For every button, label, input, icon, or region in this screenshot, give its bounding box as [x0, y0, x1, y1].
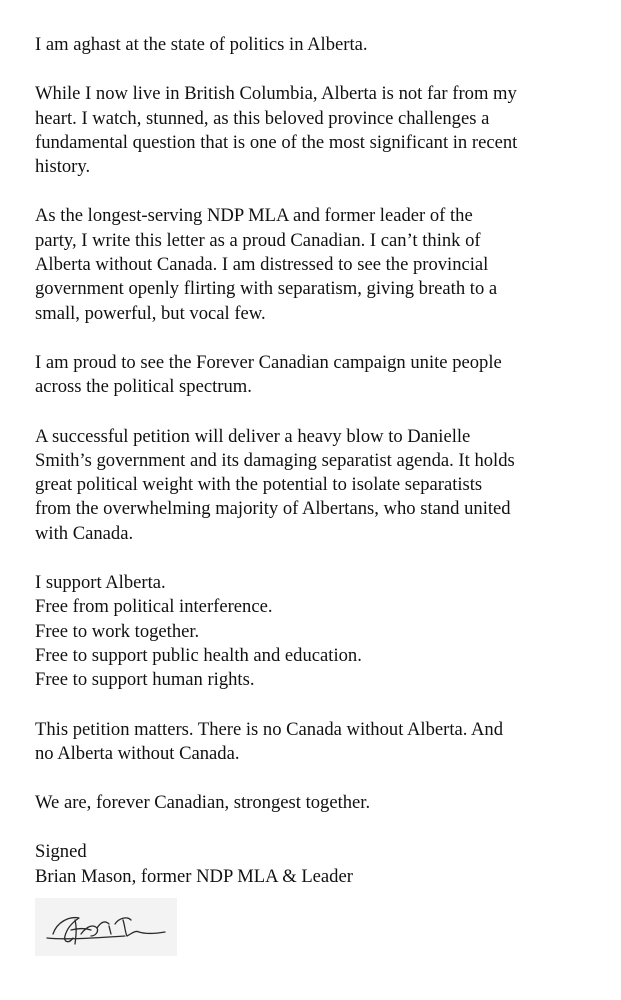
text-line: great political weight with the potential to isolate separatists: [35, 474, 483, 496]
text-line: We are, forever Canadian, strongest together.: [35, 792, 371, 814]
signed-label: Signed: [35, 841, 87, 863]
text-line: As the longest-serving NDP MLA and former leader of the: [35, 205, 473, 227]
text-line: Smith’s government and its damaging separatist agenda. It holds: [35, 449, 515, 471]
text-line: Free to work together.: [35, 620, 200, 642]
paragraph-campaign: [35, 351, 615, 400]
paragraph-petition: [35, 425, 615, 546]
closing-block: [35, 840, 615, 889]
text-line: Alberta without Canada. I am distressed to see the provincial: [35, 254, 489, 276]
text-line: history.: [35, 156, 91, 178]
paragraph-opening: [35, 33, 615, 57]
text-line: I support Alberta.: [35, 572, 166, 594]
text-line: Free from political interference.: [35, 596, 273, 618]
text-line: I am aghast at the state of politics in Alberta.: [35, 34, 368, 55]
paragraph-petition-matters: [35, 718, 615, 767]
text-line: small, powerful, but vocal few.: [35, 302, 266, 324]
text-line: Free to support public health and education.: [35, 644, 362, 666]
text-line: across the political spectrum.: [35, 376, 252, 398]
text-line: from the overwhelming majority of Albertans, who stand united: [35, 498, 511, 520]
text-line: fundamental question that is one of the most significant in recent: [35, 131, 518, 153]
paragraph-bc-resident: [35, 82, 615, 179]
signatory-name: Brian Mason, former NDP MLA & Leader: [35, 865, 353, 887]
text-line: government openly flirting with separatism, giving breath to a: [35, 278, 498, 300]
text-line: A successful petition will deliver a heavy blow to Danielle: [35, 425, 471, 447]
text-line: Free to support human rights.: [35, 669, 255, 691]
letter-body: [35, 33, 615, 914]
handwritten-signature-icon: [35, 898, 177, 956]
paragraph-support-list: [35, 571, 615, 692]
paragraph-ndp-mla: [35, 204, 615, 325]
text-line: heart. I watch, stunned, as this beloved province challenges a: [35, 107, 490, 129]
text-line: While I now live in British Columbia, Alberta is not far from my: [35, 83, 517, 105]
text-line: party, I write this letter as a proud Canadian. I can’t think of: [35, 229, 481, 251]
paragraph-forever-canadian: [35, 791, 615, 815]
text-line: This petition matters. There is no Canada without Alberta. And: [35, 718, 504, 740]
text-line: I am proud to see the Forever Canadian campaign unite people: [35, 351, 502, 373]
text-line: with Canada.: [35, 522, 134, 544]
text-line: no Alberta without Canada.: [35, 742, 240, 764]
